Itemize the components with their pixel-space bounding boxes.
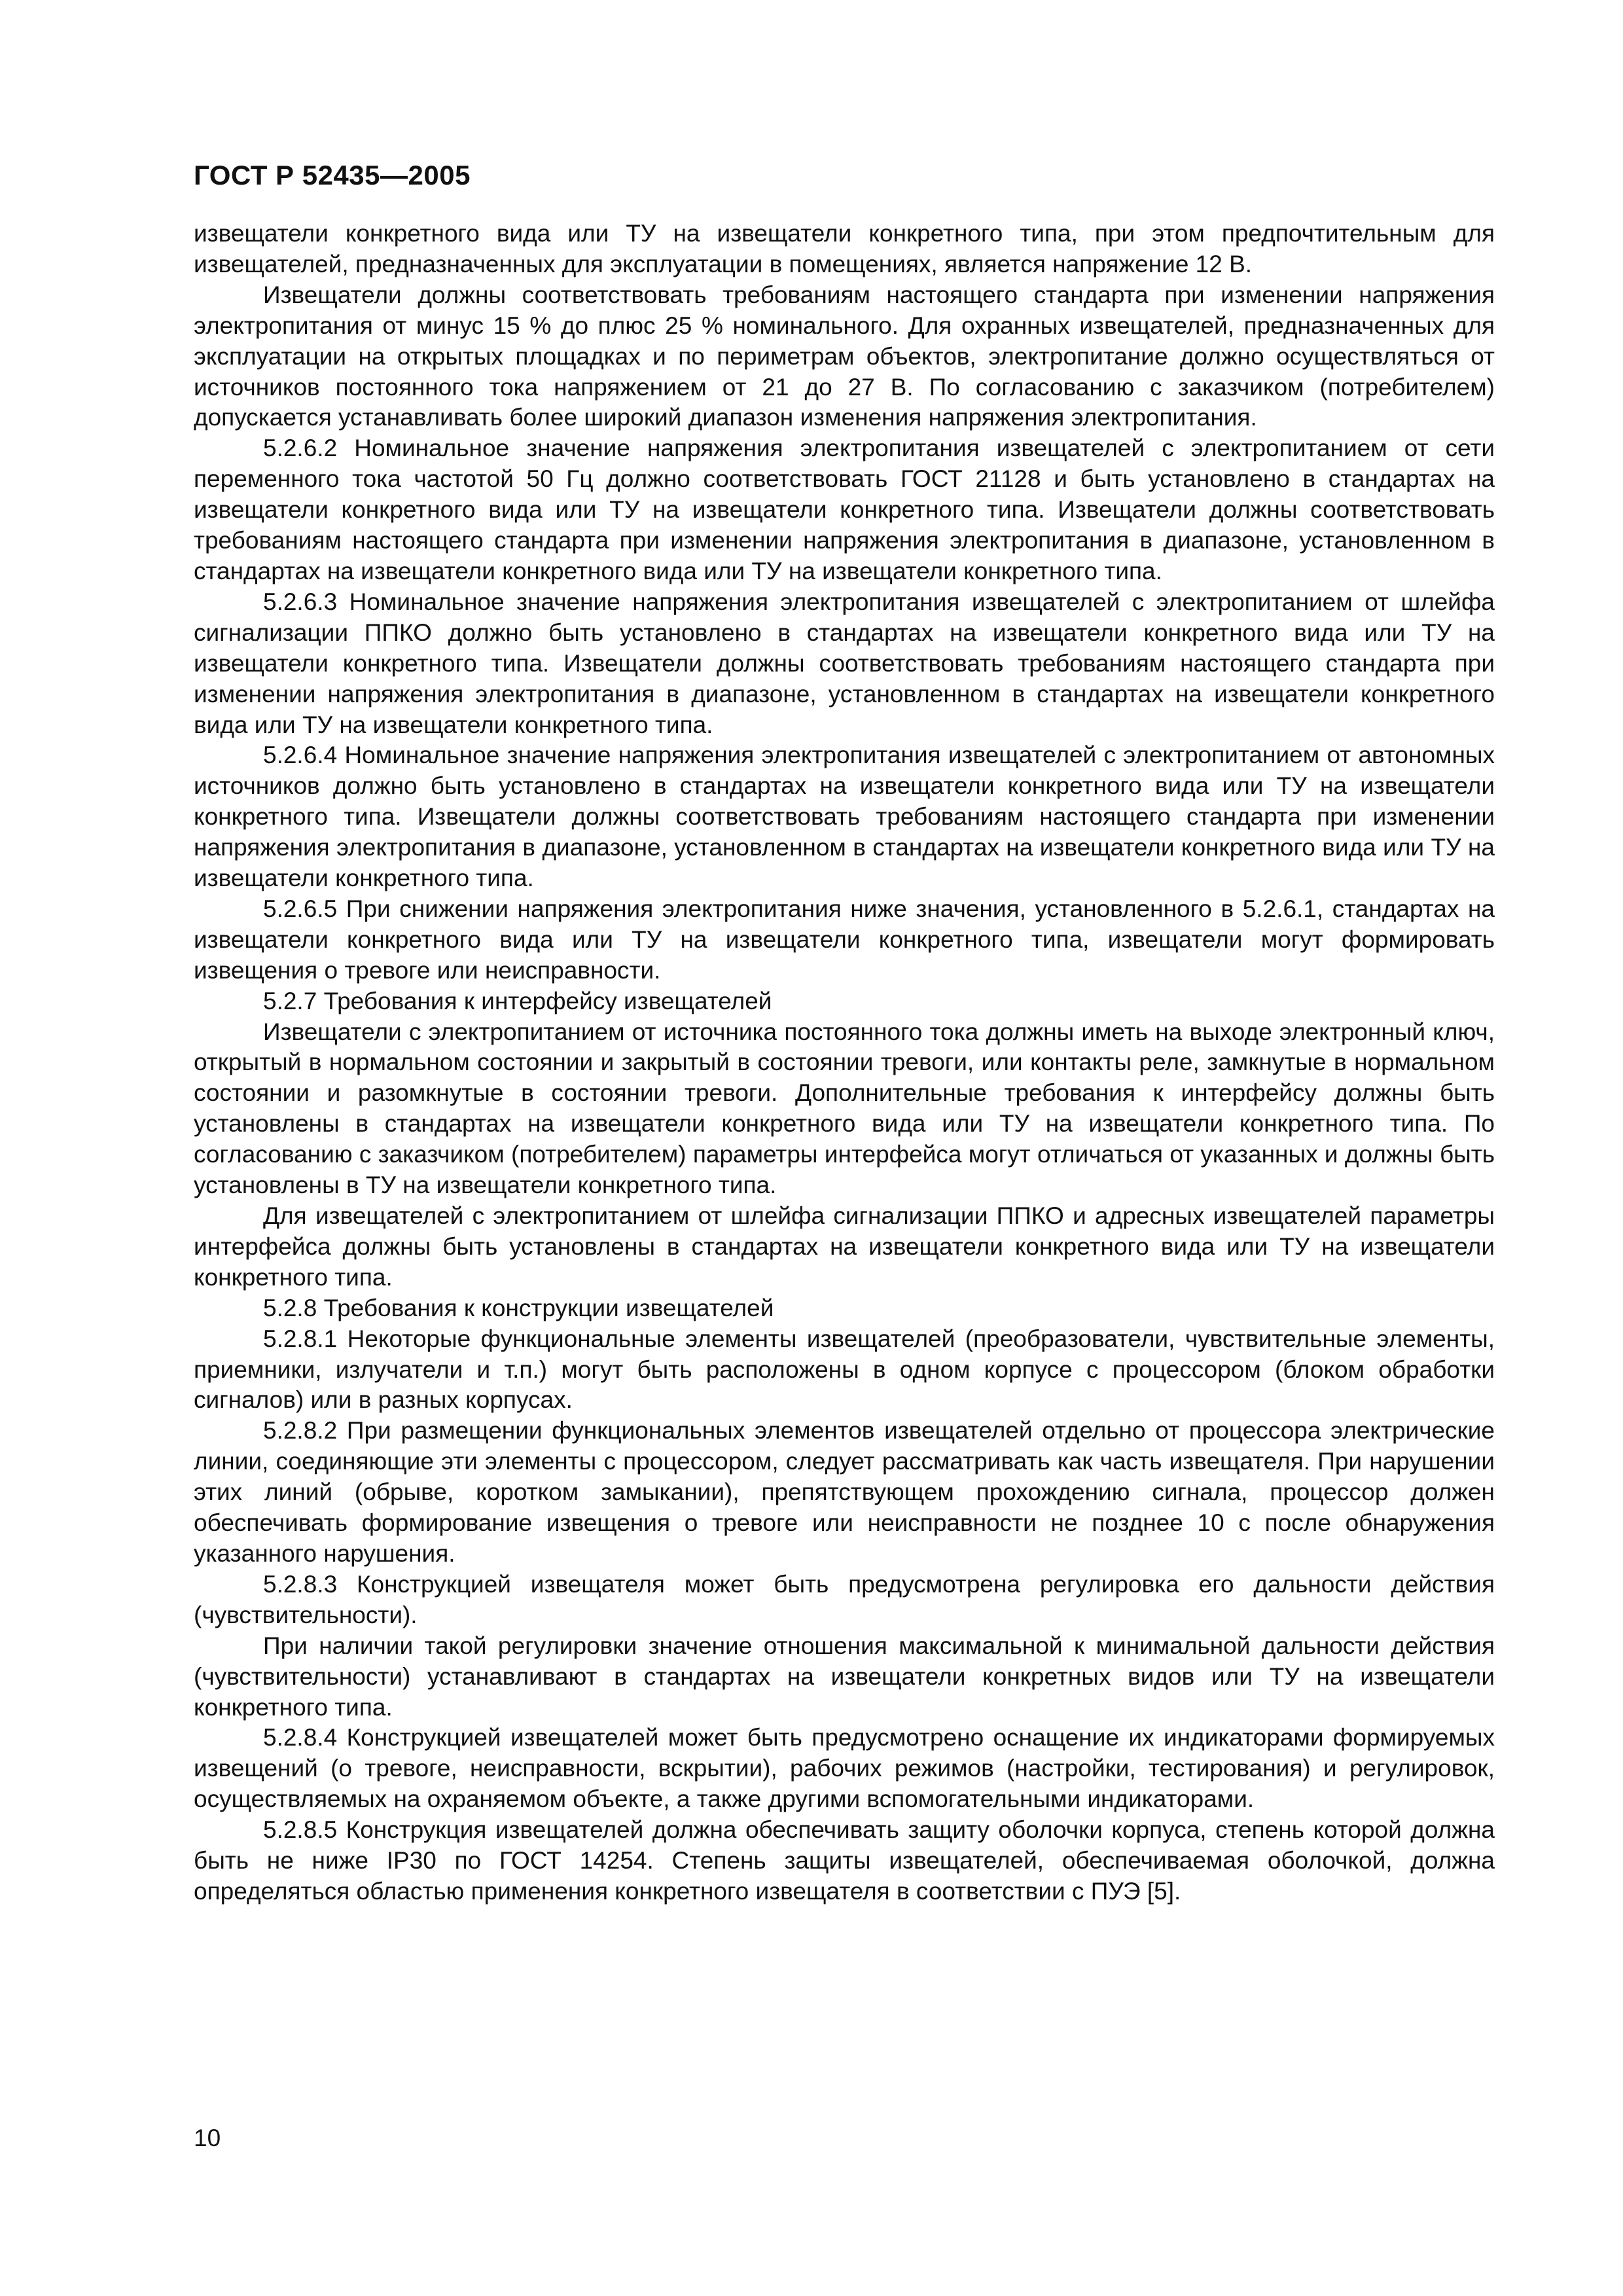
paragraph: 5.2.8.1 Некоторые функциональные элементы извещателей (преобразователи, чувствительные элементы, приемники, излучатели и т.п.) могут быть расположены в одном корпусе с процессором (блоком обработки сигналов) или в разных корпусах. bbox=[194, 1325, 1495, 1414]
paragraph: 5.2.8.2 При размещении функциональных элементов извещателей отдельно от процессора электрические линии, соединяющие эти элементы с процессором, следует рассматривать как часть извещателя. При нарушении этих линий (обрыве, коротком замыкании), препятствующем прохождению сигнала, процессор должен обеспечивать формирование извещения о тревоге или неисправности не позднее 10 с после обнаружения указанного нарушения. bbox=[194, 1417, 1495, 1567]
paragraph: При наличии такой регулировки значение отношения максимальной к минимальной дальности действия (чувствительности) устанавливают в стандартах на извещатели конкретных видов или ТУ на извещатели конкретного типа. bbox=[194, 1632, 1495, 1721]
paragraph: Для извещателей с электропитанием от шлейфа сигнализации ППКО и адресных извещателей параметры интерфейса должны быть установлены в стандартах на извещатели конкретного вида или ТУ на извещатели конкретного типа. bbox=[194, 1202, 1495, 1291]
paragraph: 5.2.6.4 Номинальное значение напряжения электропитания извещателей с электропитанием от автономных источников должно быть установлено в стандартах на извещатели конкретного вида или ТУ на извещатели конкретного типа. Извещатели должны соответствовать требованиям настоящего стандарта при изменении напряжения электропитания в диапазоне, установленном в стандартах на извещатели конкретного вида или ТУ на извещатели конкретного типа. bbox=[194, 742, 1495, 892]
paragraph: 5.2.6.2 Номинальное значение напряжения электропитания извещателей с электропитанием от сети переменного тока частотой 50 Гц должно соответствовать ГОСТ 21128 и быть установлено в стандартах на извещатели конкретного вида или ТУ на извещатели конкретного типа. Извещатели должны соответствовать требованиям настоящего стандарта при изменении напряжения электропитания в диапазоне, установленном в стандартах на извещатели конкретного вида или ТУ на извещатели конкретного типа. bbox=[194, 435, 1495, 584]
section-heading: 5.2.8 Требования к конструкции извещателей bbox=[263, 1294, 774, 1321]
paragraph: 5.2.8.4 Конструкцией извещателей может быть предусмотрено оснащение их индикаторами формируемых извещений (о тревоге, неисправности, вскрытии), рабочих режимов (настройки, тестирования) и регулировок, осуществляемых на охраняемом объекте, а также другими вспомогательными индикаторами. bbox=[194, 1724, 1495, 1813]
paragraph: 5.2.8.5 Конструкция извещателей должна обеспечивать защиту оболочки корпуса, степень которой должна быть не ниже IP30 по ГОСТ 14254. Степень защиты извещателей, обеспечиваемая оболочкой, должна определяться областью применения конкретного извещателя в соответствии с ПУЭ [5]. bbox=[194, 1816, 1495, 1905]
document-body bbox=[194, 219, 1495, 1907]
paragraph: 5.2.6.3 Номинальное значение напряжения электропитания извещателей с электропитанием от шлейфа сигнализации ППКО должно быть установлено в стандартах на извещатели конкретного вида или ТУ на извещатели конкретного типа. Извещатели должны соответствовать требованиям настоящего стандарта при изменении напряжения электропитания в диапазоне, установленном в стандартах на извещатели конкретного вида или ТУ на извещатели конкретного типа. bbox=[194, 588, 1495, 738]
paragraph: извещатели конкретного вида или ТУ на извещатели конкретного типа, при этом предпочтительным для извещателей, предназначенных для эксплуатации в помещениях, является напряжение 12 В. bbox=[194, 220, 1495, 278]
paragraph: 5.2.6.5 При снижении напряжения электропитания ниже значения, установленного в 5.2.6.1, стандартах на извещатели конкретного вида или ТУ на извещатели конкретного типа, извещатели могут формировать извещения о тревоге или неисправности. bbox=[194, 895, 1495, 984]
paragraph: 5.2.8.3 Конструкцией извещателя может быть предусмотрена регулировка его дальности действия (чувствительности). bbox=[194, 1570, 1495, 1628]
page-number: 10 bbox=[194, 2125, 221, 2151]
section-heading: 5.2.7 Требования к интерфейсу извещателей bbox=[263, 987, 772, 1014]
paragraph: Извещатели должны соответствовать требованиям настоящего стандарта при изменении напряжения электропитания от минус 15 % до плюс 25 % номинального. Для охранных извещателей, предназначенных для эксплуатации на открытых площадках и по периметрам объектов, электропитание должно осуществляться от источников постоянного тока напряжением от 21 до 27 В. По согласованию с заказчиком (потребителем) допускается устанавливать более широкий диапазон изменения напряжения электропитания. bbox=[194, 281, 1495, 431]
paragraph: Извещатели с электропитанием от источника постоянного тока должны иметь на выходе электронный ключ, открытый в нормальном состоянии и закрытый в состоянии тревоги, или контакты реле, замкнутые в нормальном состоянии и разомкнутые в состоянии тревоги. Дополнительные требования к интерфейсу должны быть установлены в стандартах на извещатели конкретного вида или ТУ на извещатели конкретного типа. По согласованию с заказчиком (потребителем) параметры интерфейса могут отличаться от указанных и должны быть установлены в ТУ на извещатели конкретного типа. bbox=[194, 1018, 1495, 1199]
standard-code-header: ГОСТ Р 52435—2005 bbox=[194, 160, 471, 190]
